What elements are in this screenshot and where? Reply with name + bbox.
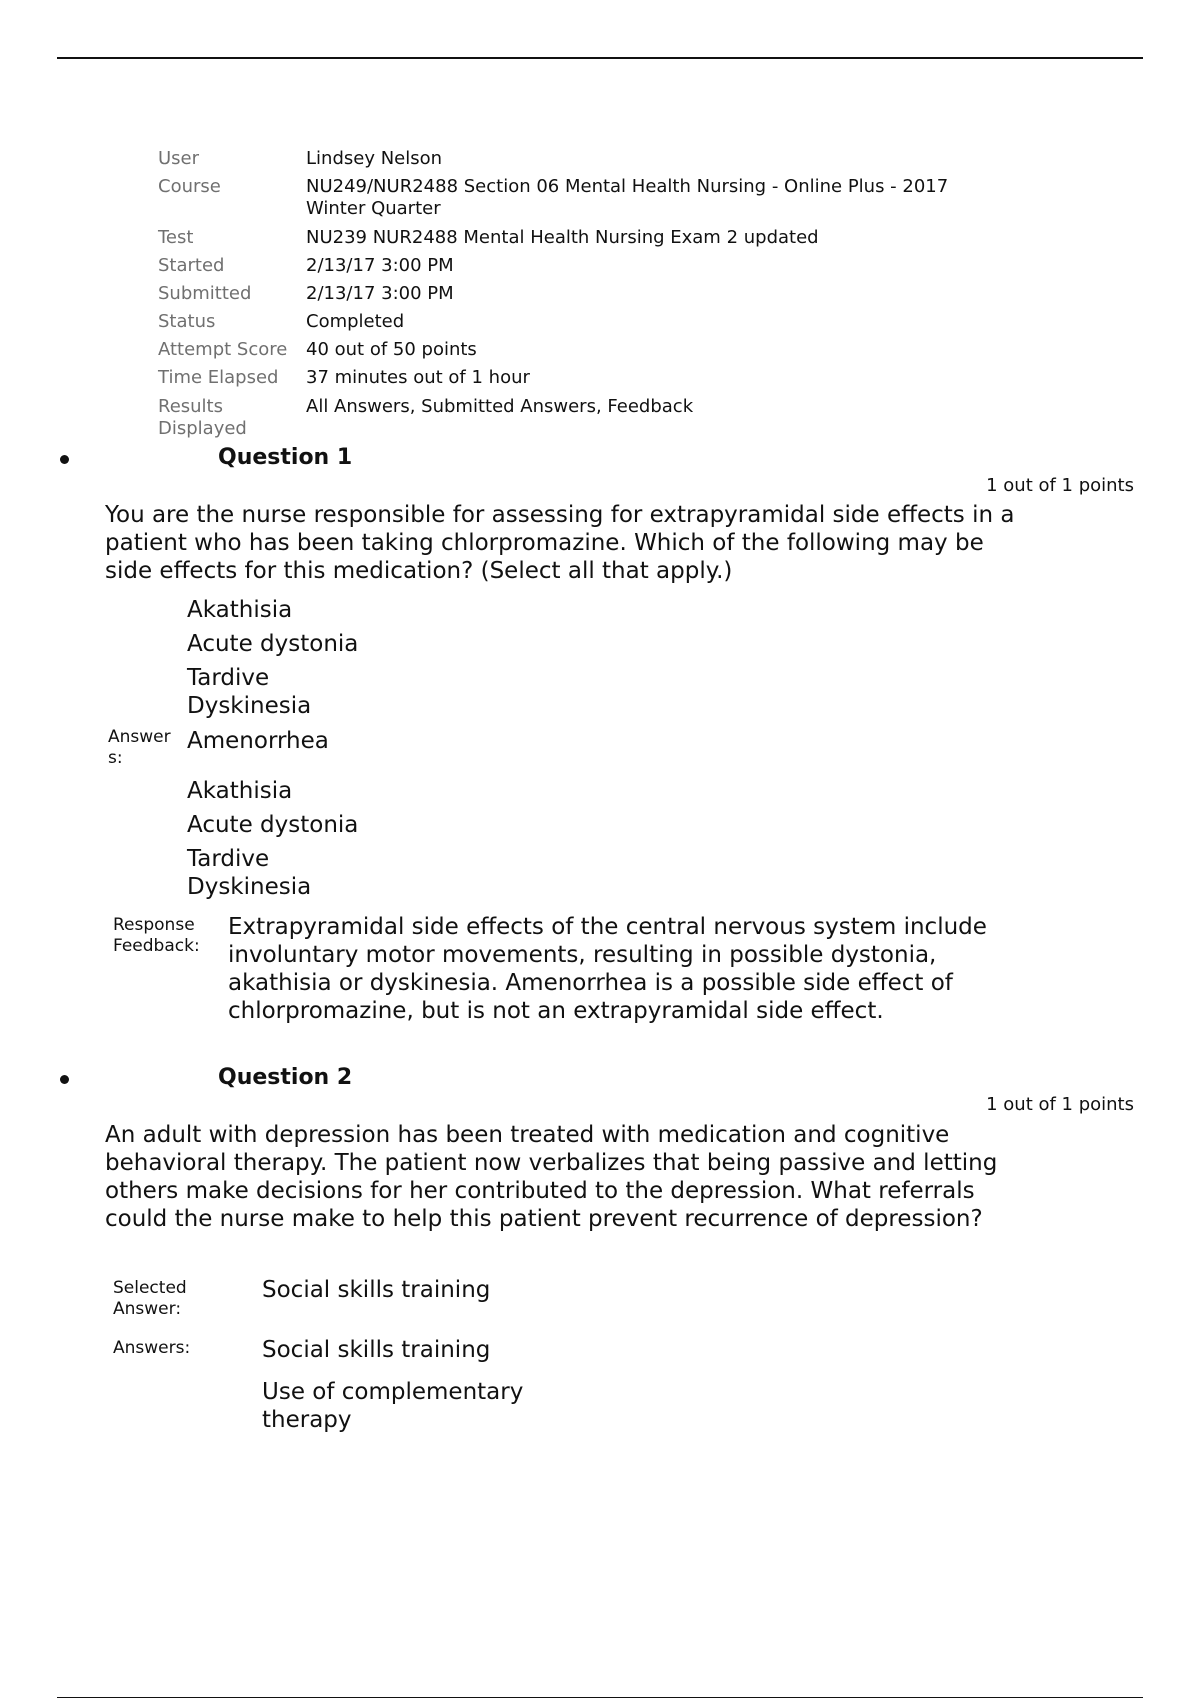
question-title: Question 1 (218, 445, 353, 470)
info-label: Attempt Score (158, 339, 288, 360)
answer-option: Akathisia (187, 778, 293, 804)
info-label: Test (158, 227, 194, 248)
response-feedback: Extrapyramidal side effects of the central nervous system include involuntary motor movements, resulting in possible dystonia, akathisia or dyskinesia. Amenorrhea is a possible side effect of chlorpromazine, but is not an extrapyramidal side effect. (228, 914, 987, 1024)
question-points: 1 out of 1 points (986, 475, 1134, 496)
answer-option: Acute dystonia (187, 812, 359, 838)
info-label: Started (158, 255, 225, 276)
info-value: 2/13/17 3:00 PM (306, 283, 454, 304)
info-label: Course (158, 176, 221, 197)
answer-option: Tardive Dyskinesia (187, 846, 312, 900)
answers-label: Answers: (113, 1338, 191, 1358)
bullet-icon (60, 455, 69, 464)
feedback-label: Response Feedback: (113, 915, 200, 956)
answer-option: Use of complementary therapy (262, 1379, 524, 1433)
question-points: 1 out of 1 points (986, 1094, 1134, 1115)
question-text: You are the nurse responsible for assessing for extrapyramidal side effects in a patient who has been taking chlorpromazine. Which of the following may be side effects for this medication? (Select all that apply.) (105, 502, 1015, 584)
selected-answer: Acute dystonia (187, 631, 359, 657)
info-label: Time Elapsed (158, 367, 279, 388)
info-value: NU249/NUR2488 Section 06 Mental Health Nursing - Online Plus - 2017 Winter Quarter (306, 176, 949, 219)
question-title: Question 2 (218, 1065, 353, 1090)
info-value: 40 out of 50 points (306, 339, 477, 360)
answers-label: Answers: (108, 727, 171, 768)
selected-answer: Akathisia (187, 597, 293, 623)
info-label: Results Displayed (158, 396, 247, 439)
bottom-rule (57, 1697, 1143, 1698)
info-value: NU239 NUR2488 Mental Health Nursing Exam 2 updated (306, 227, 819, 248)
selected-answer: Social skills training (262, 1277, 491, 1303)
selected-answer: Tardive Dyskinesia (187, 665, 312, 719)
top-rule (57, 57, 1143, 59)
info-label: User (158, 148, 200, 169)
info-value: Completed (306, 311, 405, 332)
info-label: Submitted (158, 283, 252, 304)
question-text: An adult with depression has been treated with medication and cognitive behavioral therapy. The patient now verbalizes that being passive and letting others make decisions for her contributed to the depression. What referrals could the nurse make to help this patient prevent recurrence of depression? (105, 1122, 998, 1232)
bullet-icon (60, 1075, 69, 1084)
answer-option: Social skills training (262, 1337, 491, 1363)
selected-answer-label: Selected Answer: (113, 1278, 187, 1319)
info-value: 37 minutes out of 1 hour (306, 367, 530, 388)
info-value: Lindsey Nelson (306, 148, 443, 169)
info-value: All Answers, Submitted Answers, Feedback (306, 396, 694, 417)
info-value: 2/13/17 3:00 PM (306, 255, 454, 276)
info-label: Status (158, 311, 216, 332)
answer-option: Amenorrhea (187, 728, 329, 754)
